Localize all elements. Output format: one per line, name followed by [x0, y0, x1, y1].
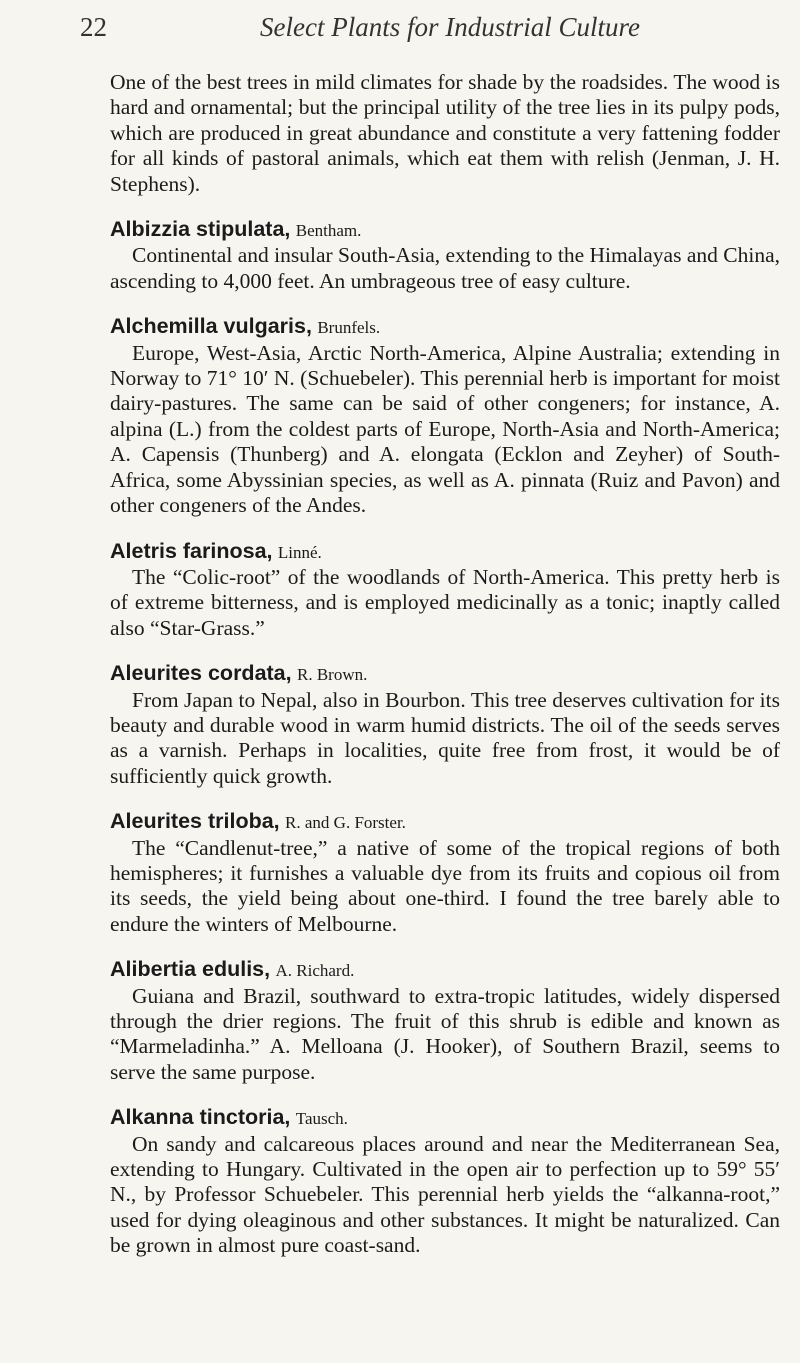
species-name: Aleurites cordata,: [110, 661, 292, 686]
entry-text: From Japan to Nepal, also in Bourbon. This tree deserves cultivation for its beauty and durable wood in warm humid districts. The oil of the seeds serves as a varnish. Perhaps in localities, quite free from frost, it would be of sufficiently quick growth.: [110, 687, 780, 788]
entry-text: Continental and insular South-Asia, extending to the Himalayas and China, ascending to 4,000 feet. An umbrageous tree of easy culture.: [110, 243, 780, 293]
species-name: Alkanna tinctoria,: [110, 1105, 291, 1130]
entry-heading: [110, 217, 780, 243]
authority: R. Brown.: [297, 665, 368, 685]
species-name: Aletris farinosa,: [110, 538, 273, 563]
authority: R. and G. Forster.: [285, 813, 406, 833]
entry-text: Guiana and Brazil, southward to extra-tropic latitudes, widely dispersed through the drier regions. The fruit of this shrub is edible and known as “Marmeladinha.” A. Melloana (J. Hooker), of Southern Brazil, seems to serve the same purpose.: [110, 983, 780, 1084]
entry-heading: [110, 1105, 780, 1131]
authority: A. Richard.: [275, 961, 355, 981]
authority: Tausch.: [295, 1109, 348, 1129]
species-name: Aleurites triloba,: [110, 809, 280, 834]
page-body: [110, 70, 780, 1259]
species-name: Alchemilla vulgaris,: [110, 314, 312, 339]
entry-heading: [110, 957, 780, 983]
intro-paragraph: One of the best trees in mild climates for shade by the roadsides. The wood is hard and ornamental; but the principal utility of the tree lies in its pulpy pods, which are produced in great abundance and constitute a very fattening fodder for all kinds of pastoral animals, which eat them with relish (Jenman, J. H. Stephens).: [110, 70, 780, 196]
authority: Bentham.: [295, 221, 362, 241]
page-number: 22: [80, 12, 107, 42]
entry-albizzia-stipulata: [110, 217, 780, 294]
entry-heading: [110, 314, 780, 340]
entry-text: The “Colic-root” of the woodlands of North-America. This pretty herb is of extreme bitterness, and is employed medicinally as a tonic; inaptly called also “Star-Grass.”: [110, 564, 780, 640]
authority: Brunfels.: [317, 318, 381, 338]
entry-alibertia-edulis: [110, 957, 780, 1085]
species-name: Alibertia edulis,: [110, 957, 271, 982]
entry-alkanna-tinctoria: [110, 1105, 780, 1258]
entry-heading: [110, 661, 780, 687]
running-head: Select Plants for Industrial Culture: [260, 12, 640, 42]
entry-aleurites-cordata: [110, 661, 780, 789]
entry-heading: [110, 539, 780, 565]
entry-text: The “Candlenut-tree,” a native of some of the tropical regions of both hemispheres; it furnishes a valuable dye from its fruits and copious oil from its seeds, the yield being about one-third. I found the tree barely able to endure the winters of Melbourne.: [110, 835, 780, 936]
entry-alchemilla-vulgaris: [110, 314, 780, 518]
entry-aletris-farinosa: [110, 539, 780, 642]
entry-aleurites-triloba: [110, 809, 780, 937]
species-name: Albizzia stipulata,: [110, 217, 291, 242]
entry-text: Europe, West-Asia, Arctic North-America, Alpine Australia; extending in Norway to 71° 10′ N. (Schuebeler). This perennial herb is important for moist dairy-pastures. The same can be said of other congeners; for instance, A. alpina (L.) from the coldest parts of Europe, North-Asia and North-America; A. Capensis (Thunberg) and A. elongata (Ecklon and Zeyher) of South-Africa, some Abyssinian species, as well as A. pinnata (Ruiz and Pavon) and other congeners of the Andes.: [110, 340, 780, 518]
entry-heading: [110, 809, 780, 835]
authority: Linné.: [277, 542, 322, 562]
entry-text: On sandy and calcareous places around and near the Mediterranean Sea, extending to Hungary. Cultivated in the open air to perfection up to 59° 55′ N., by Professor Schuebeler. This perennial herb yields the “alkanna-root,” used for dying oleaginous and other substances. It might be naturalized. Can be grown in almost pure coast-sand.: [110, 1131, 780, 1258]
